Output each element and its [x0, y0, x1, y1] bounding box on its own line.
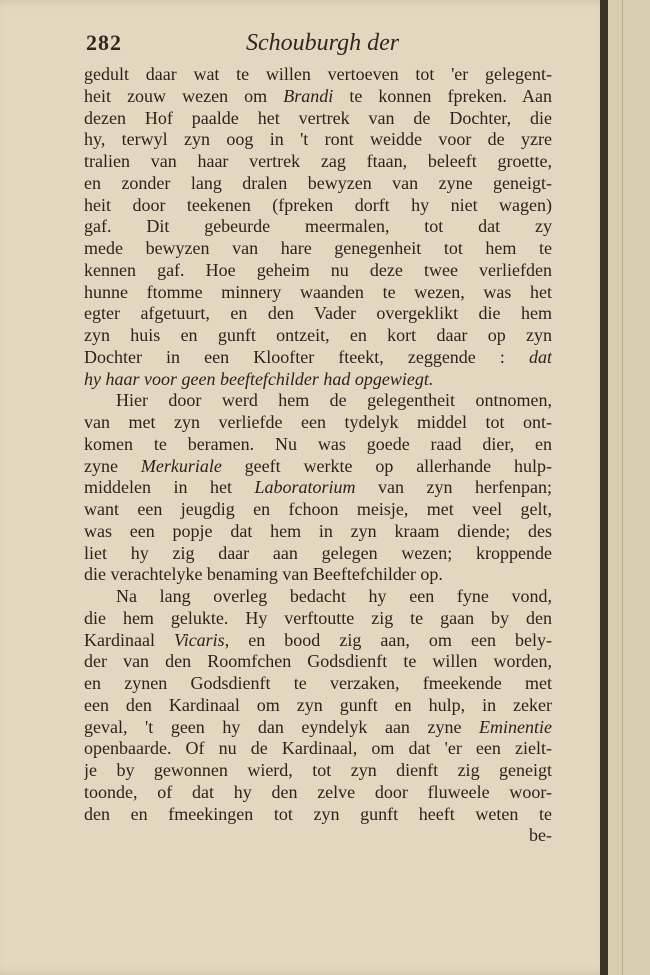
text-line — [84, 499, 552, 521]
line-text: liet hy zig daar aan gelegen wezen; kroppende — [84, 542, 552, 563]
text-line — [84, 456, 552, 478]
line-text: geeft werkte op allerhande hulp- — [221, 455, 552, 476]
text-line — [84, 173, 552, 195]
text-line — [84, 673, 552, 695]
text-line — [84, 804, 552, 826]
line-text: der van den Roomfchen Godsdienft te willen worden, — [84, 651, 552, 672]
text-line — [84, 543, 552, 565]
italic-text: Eminentie — [479, 716, 552, 737]
italic-text: Merkuriale — [140, 455, 222, 476]
text-line — [84, 651, 552, 673]
text-line — [84, 695, 552, 717]
line-text: gaf. Dit gebeurde meermalen, tot dat zy — [84, 216, 552, 237]
text-line — [84, 782, 552, 804]
text-line — [84, 195, 552, 217]
line-text: kennen gaf. Hoe geheim nu deze twee verliefden — [84, 259, 552, 280]
italic-text: hy haar voor geen beeftefchilder had opgewiegt. — [84, 368, 434, 389]
body-text — [84, 64, 552, 847]
line-text: en zonder lang dralen bewyzen van zyne geneigt- — [84, 172, 552, 193]
line-text: mede bewyzen van hare genegenheit tot hem te — [84, 238, 552, 258]
line-text: je by gewonnen wierd, tot zyn dienft zig geneigt — [84, 760, 552, 780]
line-text: den en fmeekingen tot zyn gunft heeft weten te — [84, 803, 552, 824]
page-number: 282 — [86, 30, 122, 55]
text-line — [84, 586, 552, 608]
line-text: komen te beramen. Nu was goede raad dier, en — [84, 433, 552, 454]
line-text: be- — [529, 825, 552, 846]
line-text: toonde, of dat hy den zelve door fluweele woor- — [84, 781, 552, 802]
line-text: want een jeugdig en fchoon meisje, met veel gelt, — [84, 499, 552, 519]
line-text: zyn huis en gunft ontzeit, en kort daar op zyn — [84, 325, 552, 345]
italic-text: Vicaris — [174, 629, 225, 650]
text-line — [84, 86, 552, 108]
line-text: , en bood zig aan, om een bely- — [224, 629, 552, 650]
line-text: van zyn herfenpan; — [355, 477, 552, 498]
text-line — [84, 325, 552, 347]
page-edge-line — [622, 0, 623, 975]
line-text: zyne — [84, 455, 141, 476]
text-line — [84, 216, 552, 238]
page-header — [86, 30, 556, 60]
text-line — [84, 347, 552, 369]
text-line — [84, 477, 552, 499]
text-line — [84, 369, 552, 391]
running-title: Schouburgh der — [246, 30, 400, 56]
text-line — [84, 564, 552, 586]
line-text: te konnen fpreken. Aan — [333, 85, 552, 106]
text-line — [84, 238, 552, 260]
line-text: Hier door werd hem de gelegentheit ontnomen, — [116, 390, 552, 411]
text-line — [84, 260, 552, 282]
line-text: egter afgetuurt, en den Vader overgeklikt die hem — [84, 303, 552, 324]
page-gutter — [600, 0, 608, 975]
text-line — [84, 738, 552, 760]
line-text: heit door teekenen (fpreken dorft hy niet wagen) — [84, 194, 552, 215]
line-text: en zynen Godsdienft te verzaken, fmeekende met — [84, 673, 552, 693]
line-text: een den Kardinaal om zyn gunft en hulp, in zeker — [84, 694, 552, 715]
text-line — [84, 303, 552, 325]
text-line — [84, 434, 552, 456]
text-line — [84, 64, 552, 86]
line-text: was een popje dat hem in zyn kraam diende; des — [84, 520, 552, 541]
text-line — [84, 521, 552, 543]
line-text: dezen Hof paalde het vertrek van de Dochter, die — [84, 107, 552, 128]
line-text: heit zouw wezen om — [84, 85, 284, 106]
italic-text: Brandi — [283, 85, 334, 106]
line-text: tralien van haar vertrek zag ftaan, beleeft groette, — [84, 151, 552, 171]
line-text: van met zyn verliefde een tydelyk middel tot ont- — [84, 412, 552, 432]
line-text: die hem gelukte. Hy verftoutte zig te gaan by den — [84, 607, 552, 628]
italic-text: dat — [528, 346, 552, 367]
text-line — [84, 760, 552, 782]
text-line — [84, 608, 552, 630]
line-text: hy, terwyl zyn oog in 't ront weidde voor de yzre — [84, 129, 552, 150]
text-line — [84, 108, 552, 130]
text-line — [84, 717, 552, 739]
line-text: hunne ftomme minnery waanden te wezen, was het — [84, 281, 552, 302]
line-text: Na lang overleg bedacht hy een fyne vond, — [116, 586, 552, 606]
line-text: geval, 't geen hy dan eyndelyk aan zyne — [84, 716, 480, 737]
text-line — [84, 390, 552, 412]
text-line — [84, 630, 552, 652]
line-text: gedult daar wat te willen vertoeven tot 'er gelegent- — [84, 64, 552, 84]
line-text: die verachtelyke benaming van Beeftefchilder op. — [84, 564, 443, 585]
italic-text: Laboratorium — [254, 477, 356, 498]
text-line — [84, 129, 552, 151]
line-text: Kardinaal — [84, 629, 175, 650]
line-text: middelen in het — [84, 477, 255, 498]
text-line — [84, 412, 552, 434]
text-line — [84, 282, 552, 304]
catchword — [84, 825, 552, 847]
line-text: openbaarde. Of nu de Kardinaal, om dat 'er een zielt- — [84, 738, 552, 759]
text-line — [84, 151, 552, 173]
line-text: Dochter in een Kloofter fteekt, zeggende : — [84, 346, 529, 367]
facing-page-edge — [608, 0, 650, 975]
